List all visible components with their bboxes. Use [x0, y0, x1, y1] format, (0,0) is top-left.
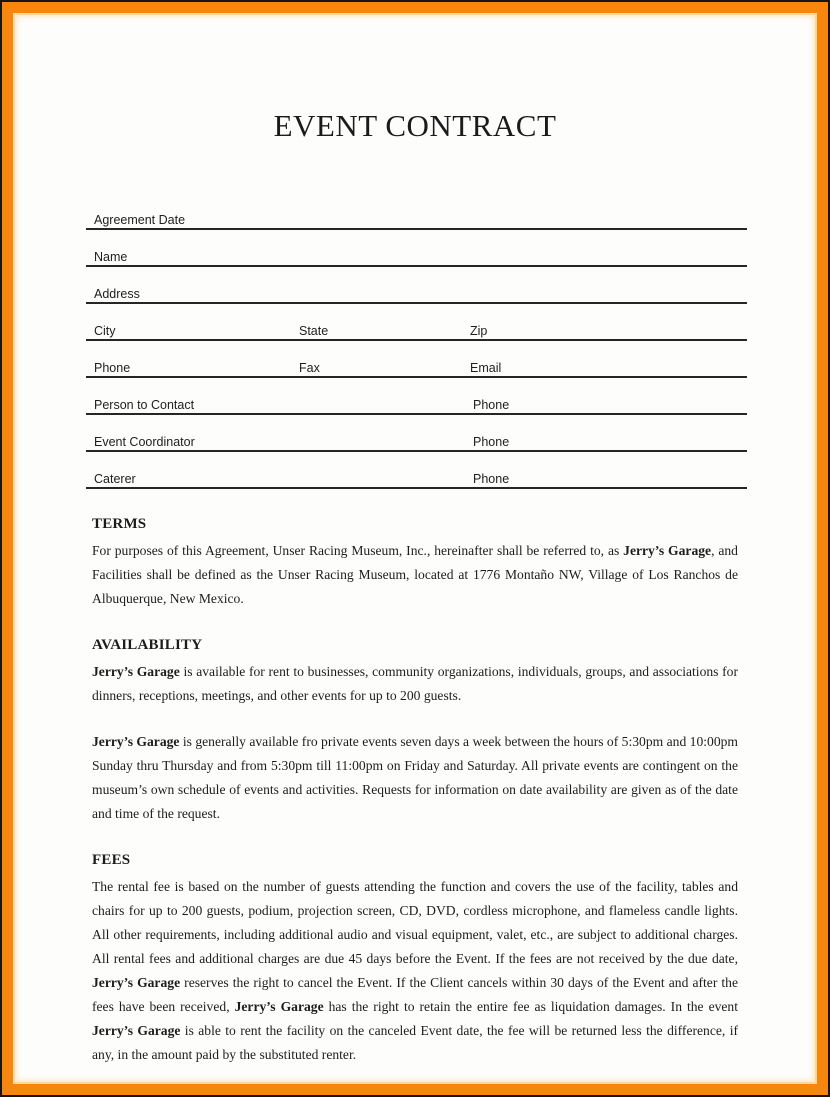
page-title: EVENT CONTRACT: [273, 108, 557, 143]
body-text: For purposes of this Agreement, Unser Racing Museum, Inc., hereinafter shall be referred to, as: [92, 543, 624, 558]
section-heading-availability: AVAILABILITY: [92, 637, 203, 653]
field-label-name: Name: [94, 250, 128, 264]
field-label-fax: Fax: [299, 361, 320, 375]
contract-sections: [92, 516, 738, 1089]
section-heading-fees: FEES: [92, 852, 131, 868]
form-row: [86, 452, 747, 489]
field-label-person-to-contact: Person to Contact: [94, 398, 195, 412]
form-row: [86, 267, 747, 304]
bold-text: Jerry’s Garage: [92, 975, 181, 990]
section-paragraph: [92, 539, 738, 611]
contact-form: [86, 193, 747, 489]
field-label-phone: Phone: [473, 435, 510, 449]
form-row: [86, 193, 747, 230]
form-row: [86, 304, 747, 341]
body-text: reserves the right to cancel the Event. If the Client cancels within 30 days of the Event and after the fees have been received,: [92, 975, 739, 1014]
field-label-event-coordinator: Event Coordinator: [94, 435, 195, 449]
section-paragraph: [92, 660, 738, 708]
field-label-zip: Zip: [470, 324, 488, 338]
bold-text: Jerry’s Garage: [234, 999, 324, 1014]
body-text: has the right to retain the entire fee as liquidation damages. In the event: [323, 999, 739, 1014]
field-label-phone: Phone: [473, 472, 510, 486]
field-label-email: Email: [470, 361, 502, 375]
form-row: [86, 378, 747, 415]
bold-text: Jerry’s Garage: [92, 1023, 181, 1038]
bold-text: Jerry’s Garage: [92, 734, 180, 749]
form-row: [86, 415, 747, 452]
body-text: The rental fee is based on the number of guests attending the function and covers the use of the facility, tables and chairs for up to 200 guests, podium, projection screen, CD, DVD, cordless microphone, and flameless candle lights. All other requirements, including additional audio and visual equipment, valet, etc., are subject to additional charges. All rental fees and additional charges are due 45 days before the Event. If the fees are not received by the due date,: [92, 879, 738, 966]
section-heading-terms: TERMS: [92, 516, 147, 532]
field-label-caterer: Caterer: [94, 472, 136, 486]
bold-text: Jerry’s Garage: [92, 664, 180, 679]
field-label-city: City: [94, 324, 116, 338]
body-text: is available for rent to businesses, community organizations, individuals, groups, and associations for dinners, receptions, meetings, and other events for up to 200 guests.: [92, 664, 739, 703]
section-paragraph: [92, 730, 738, 826]
body-text: is able to rent the facility on the canceled Event date, the fee will be returned less the difference, if any, in the amount paid by the substituted renter.: [92, 1023, 739, 1062]
body-text: is generally available fro private events seven days a week between the hours of 5:30pm and 10:00pm Sunday thru Thursday and from 5:30pm till 11:00pm on Friday and Saturday. All private events are contingent on the museum’s own schedule of events and activities. Requests for information on date availability are given as of the date and time of the request.: [92, 734, 738, 821]
section-paragraph: [92, 875, 738, 1067]
body-text: , and Facilities shall be defined as the Unser Racing Museum, located at 1776 Montaño NW, Village of Los Ranchos de Albuquerque, New Mexico.: [92, 543, 738, 606]
field-label-phone: Phone: [94, 361, 131, 375]
form-row: [86, 341, 747, 378]
field-label-state: State: [299, 324, 329, 338]
field-label-agreement-date: Agreement Date: [94, 213, 186, 227]
bold-text: Jerry’s Garage: [623, 543, 712, 558]
form-row: [86, 230, 747, 267]
field-label-phone: Phone: [473, 398, 510, 412]
field-label-address: Address: [94, 287, 140, 301]
